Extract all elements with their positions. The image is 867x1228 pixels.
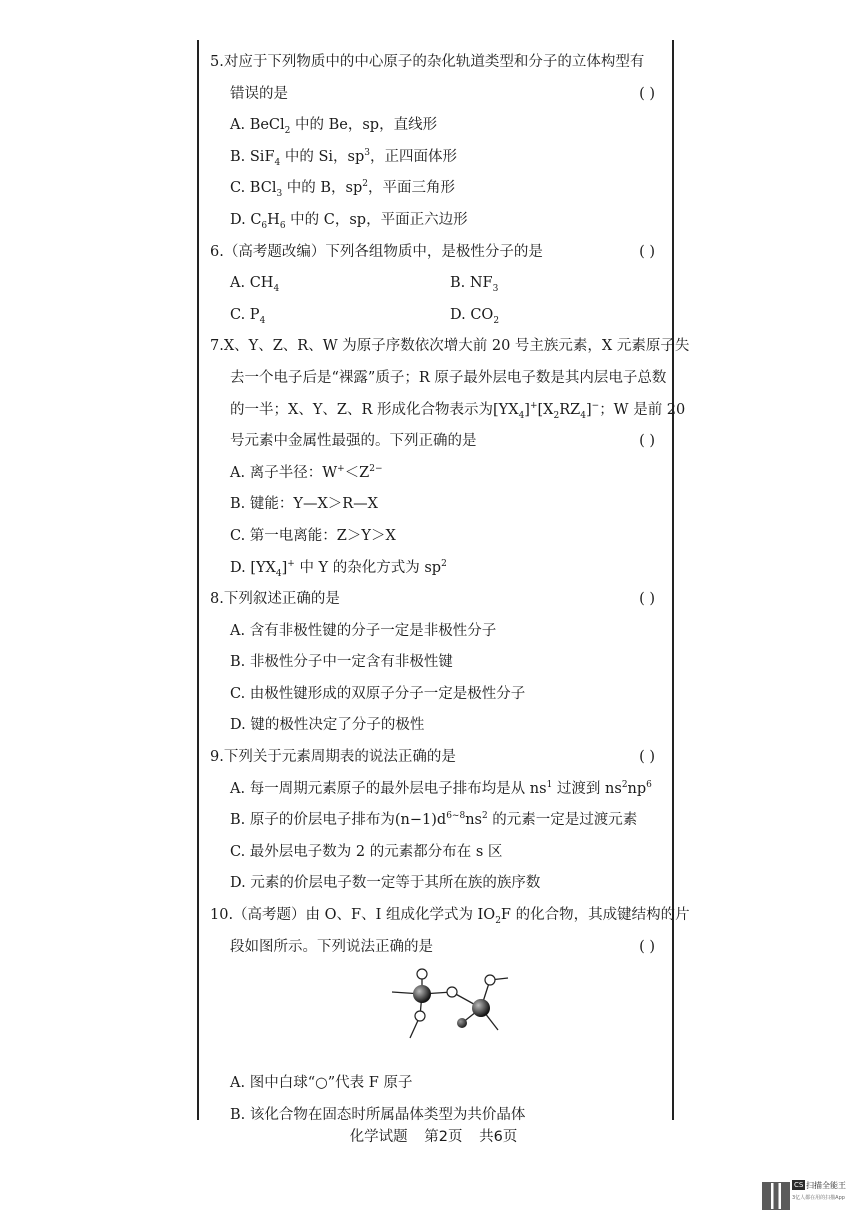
q7-stem-line4: 号元素中金属性最强的。下列正确的是 ( ) — [210, 426, 660, 458]
right-margin-rule — [672, 40, 674, 1120]
q10-stem-line1: 10.（高考题）由 O、F、I 组成化学式为 $IO_2F$ 的化合物，其成键结构的片 — [210, 907, 690, 926]
q7-option-d: D. $[YX_4]^+$ 中 Y 的杂化方式为 $sp^2$ — [230, 558, 447, 579]
q7-option-a: A. 离子半径：$W^+<Z^{2-}$ — [230, 463, 383, 481]
page-footer — [0, 1125, 867, 1146]
question-content — [210, 47, 690, 1131]
q5-stem-line1: 5.对应于下列物质中的中心原子的杂化轨道类型和分子的立体构型有 — [210, 54, 645, 70]
q7-option-b: B. 键能：Y—X＞R—X — [230, 496, 379, 513]
q8-option-c: C. 由极性键形成的双原子分子一定是极性分子 — [230, 685, 526, 702]
white-atom-bridge — [447, 987, 457, 997]
q10-stem-line2: 段如图所示。下列说法正确的是 ( ) — [210, 932, 660, 964]
cs-logo: CS — [794, 1181, 804, 1189]
q8-stem: 8.下列叙述正确的是 ( ) — [210, 584, 660, 616]
q5-stem-line2: 错误的是 ( ) — [210, 79, 660, 111]
q10-option-b: B. 该化合物在固态时所属晶体类型为共价晶体 — [230, 1106, 526, 1123]
q9-option-a: A. 每一周期元素原子的最外层电子排布均是从 $ns^1$ 过渡到 $ns^2np^6$ — [230, 779, 652, 797]
answer-paren: ( ) — [639, 85, 655, 102]
q9-option-b: B. 原子的价层电子排布为$(n-1)d^{6\sim 8}ns^2$ 的元素一定是过渡元素 — [230, 811, 638, 829]
white-atom-top — [417, 969, 427, 979]
q7-option-c: C. 第一电离能：Z＞Y＞X — [230, 527, 396, 544]
molecular-structure-figure — [210, 963, 660, 1068]
q6-option-c: C. $P_4$ — [230, 306, 266, 326]
footer-total: 共6页 — [479, 1129, 518, 1145]
q7-stem-line3: 的一半；X、Y、Z、R 形成化合物表示为$[YX_4]^+[X_2RZ_4]^-$；W 是前 20 — [230, 400, 686, 421]
q7-stem-line2: 去一个电子后是“裸露”质子；R 原子最外层电子数是其内层电子总数 — [230, 369, 667, 386]
q9-option-d: D. 元素的价层电子数一定等于其所在族的族序数 — [230, 875, 541, 892]
q5-option-c: C. BCl$_3$ 中的 B，$sp^2$，平面三角形 — [230, 179, 456, 200]
left-margin-rule — [197, 40, 199, 1120]
q6-options-cd — [210, 300, 660, 332]
q6-option-a: A. $CH_4$ — [230, 275, 280, 295]
q5-option-d: D. $C_6H_6$ 中的 C，sp，平面正六边形 — [230, 211, 468, 231]
iodine-atom-left — [413, 985, 431, 1003]
iodine-atom-right — [472, 999, 490, 1017]
q8-option-a: A. 含有非极性键的分子一定是非极性分子 — [230, 622, 497, 639]
q5-option-b: B. SiF$_4$ 中的 Si，$sp^3$，正四面体形 — [230, 147, 457, 168]
badge-title: 扫描全能王 — [806, 1181, 846, 1190]
answer-paren: ( ) — [639, 749, 655, 766]
q6-options-ab — [210, 268, 660, 300]
qr-code-icon — [762, 1182, 790, 1210]
footer-page: 第2页 — [424, 1129, 463, 1145]
q9-option-c: C. 最外层电子数为 2 的元素都分布在 s 区 — [230, 843, 503, 860]
io2f-structure-diagram — [380, 968, 520, 1048]
q6-option-b: B. $NF_3$ — [450, 275, 499, 295]
answer-paren: ( ) — [639, 433, 655, 450]
dark-atom-small — [457, 1018, 467, 1028]
answer-paren: ( ) — [639, 938, 655, 955]
q5-option-a: A. BeCl$_2$ 中的 Be，sp，直线形 — [230, 117, 438, 137]
q8-option-b: B. 非极性分子中一定含有非极性键 — [230, 654, 453, 671]
white-atom-lower — [415, 1011, 425, 1021]
q7-stem-line1: 7.X、Y、Z、R、W 为原子序数依次增大前 20 号主族元素，X 元素原子失 — [210, 338, 690, 355]
footer-subject: 化学试题 — [349, 1129, 408, 1145]
q9-stem: 9.下列关于元素周期表的说法正确的是 ( ) — [210, 742, 660, 774]
q6-stem: 6.（高考题改编）下列各组物质中，是极性分子的是 ( ) — [210, 237, 660, 269]
q8-option-d: D. 键的极性决定了分子的极性 — [230, 717, 425, 734]
white-atom-upper-right — [485, 975, 495, 985]
answer-paren: ( ) — [639, 591, 655, 608]
answer-paren: ( ) — [639, 243, 655, 260]
q6-option-d: D. $CO_2$ — [450, 306, 500, 326]
scanner-watermark-badge — [762, 1180, 857, 1222]
q10-option-a: A. 图中白球“○”代表 F 原子 — [230, 1075, 413, 1092]
badge-subtitle: 3亿人都在用的扫描App — [792, 1195, 845, 1201]
